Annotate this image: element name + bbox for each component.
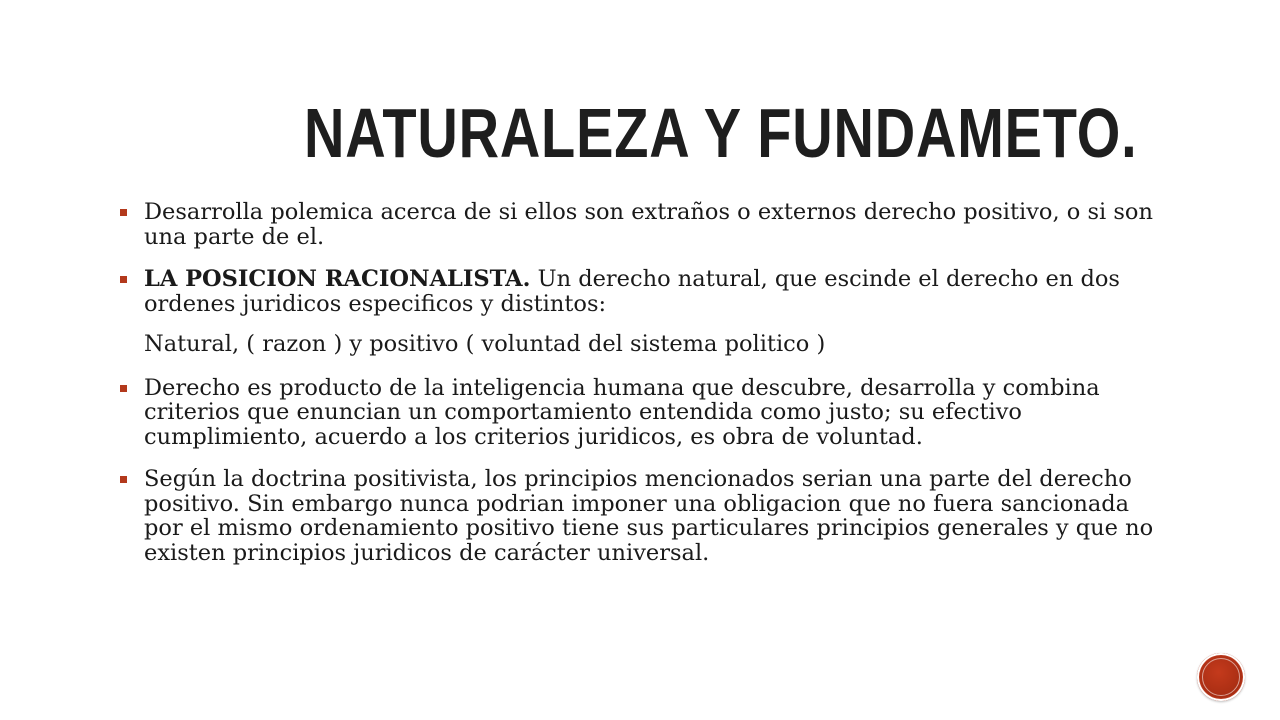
slide-title: NATURALEZA Y FUNDAMETO. (304, 94, 1138, 172)
bullet-text: Desarrolla polemica acerca de si ellos son extraños o externos derecho positivo, o si son una parte de el. (144, 199, 1153, 250)
square-bullet-icon (120, 209, 127, 216)
bullet-item-1 (118, 200, 1168, 249)
square-bullet-icon (120, 276, 127, 283)
bullet-bold-text: LA POSICION RACIONALISTA. (144, 266, 531, 292)
plain-line-text: Natural, ( razon ) y positivo ( voluntad del sistema politico ) (144, 331, 826, 357)
bullet-item-3 (118, 376, 1168, 450)
circle-nav-icon (1202, 658, 1240, 696)
bullet-item-2 (118, 267, 1168, 316)
bullet-item-4 (118, 467, 1168, 565)
slide-body (118, 200, 1168, 583)
bullet-text: Un derecho natural, que escinde el derecho en dos ordenes juridicos especificos y distintos: (144, 266, 1120, 317)
square-bullet-icon (120, 385, 127, 392)
slide-nav-button[interactable] (1197, 653, 1245, 701)
square-bullet-icon (120, 476, 127, 483)
plain-line (118, 332, 1168, 357)
bullet-text: Según la doctrina positivista, los principios mencionados serian una parte del derecho positivo. Sin embargo nunca podrian imponer una obligacion que no fuera sancionada por el mismo ordenamiento positivo tiene sus particulares principios generales y que no existen principios juridicos de carácter universal. (144, 466, 1154, 566)
bullet-text: Derecho es producto de la inteligencia humana que descubre, desarrolla y combina criterios que enuncian un comportamiento entendida como justo; su efectivo cumplimiento, acuerdo a los criterios juridicos, es obra de voluntad. (144, 374, 1100, 450)
